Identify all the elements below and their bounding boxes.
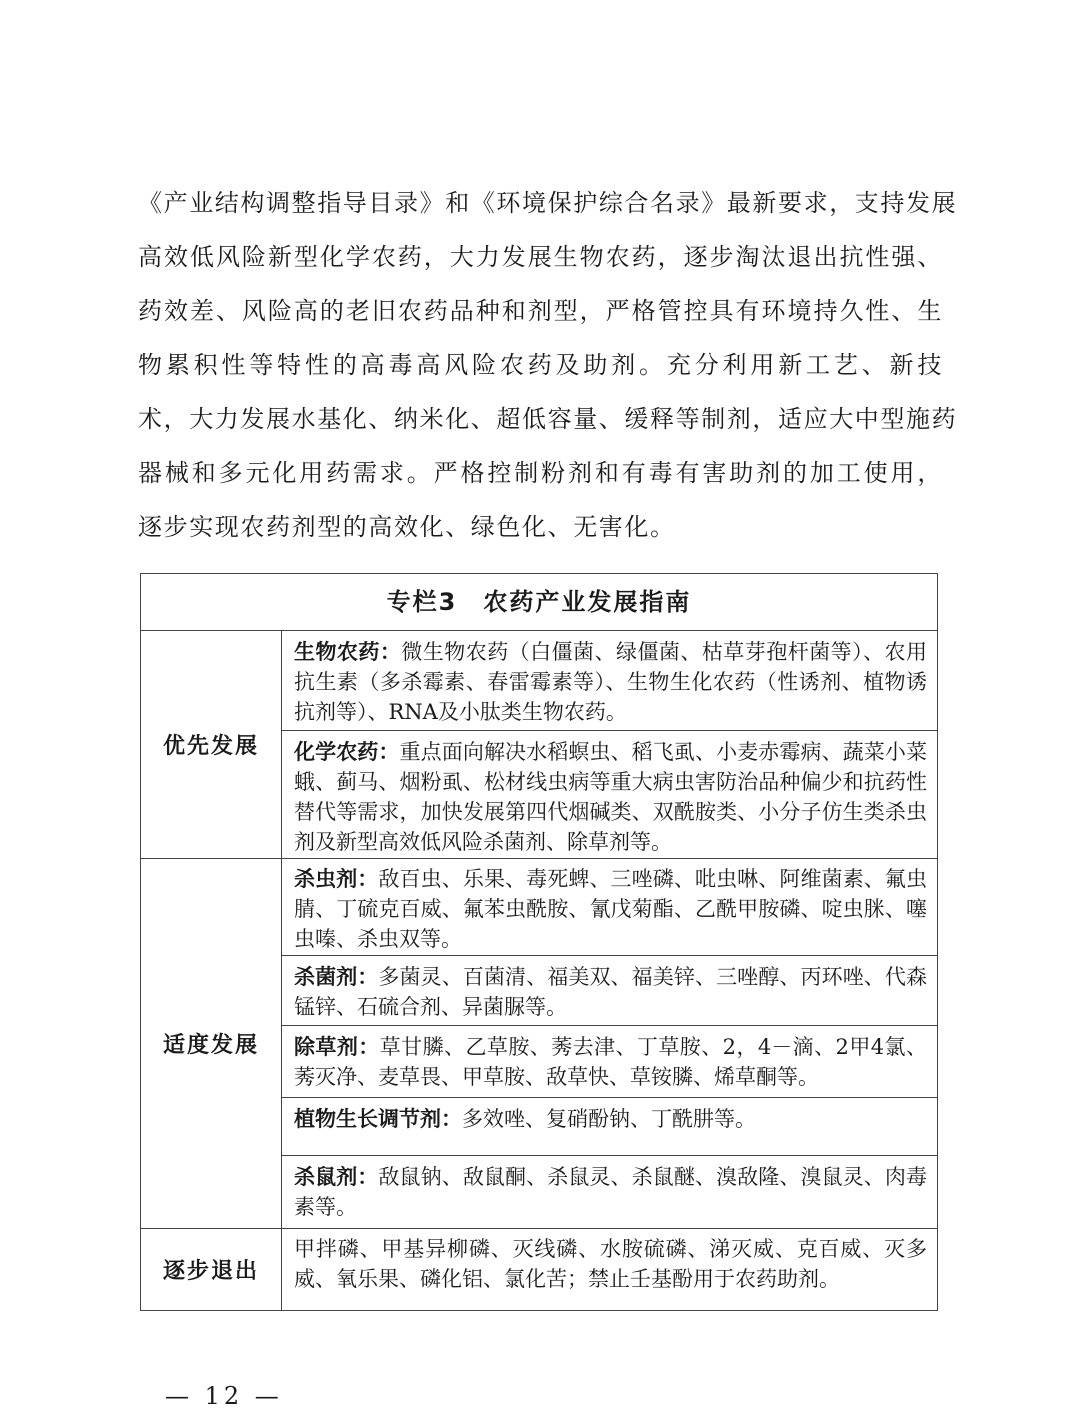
category-text: 多效唑、复硝酚钠、丁酰肼等。: [462, 1107, 756, 1131]
category-heading: 化学农药：: [294, 740, 400, 764]
paragraph-line: 术，大力发展水基化、纳米化、超低容量、缓释等制剂，适应大中型施药: [138, 405, 958, 433]
category-cell: [282, 858, 937, 956]
category-text: 重点面向解决水稻螟虫、稻飞虱、小麦赤霉病、蔬菜小菜蛾、蓟马、烟粉虱、松材线虫病等重大病虫害防治品种偏少和抗药性替代等需求，加快发展第四代烟碱类、双酰胺类、小分子仿生类杀虫剂及新型高效低风险杀菌剂、除草剂等。: [294, 740, 928, 854]
paragraph-line: 物累积性等特性的高毒高风险农药及助剂。充分利用新工艺、新技: [138, 351, 943, 379]
section-label: 适度发展: [141, 858, 282, 1228]
category-text: 敌百虫、乐果、毒死蜱、三唑磷、吡虫啉、阿维菌素、氟虫腈、丁硫克百威、氟苯虫酰胺、氰戊菊酯、乙酰甲胺磷、啶虫脒、噻虫嗪、杀虫双等。: [294, 867, 928, 951]
section-phase-out: [141, 1228, 937, 1311]
paragraph-line: 逐步实现农药剂型的高效化、绿色化、无害化。: [138, 513, 676, 541]
section-moderate: [141, 858, 937, 1229]
category-cell: [282, 631, 937, 731]
category-heading: 生物农药：: [294, 640, 402, 664]
category-heading: 植物生长调节剂：: [294, 1107, 462, 1131]
category-text: 甲拌磷、甲基异柳磷、灭线磷、水胺硫磷、涕灭威、克百威、灭多威、氧乐果、磷化铝、氯化苦；禁止壬基酚用于农药助剂。: [294, 1237, 927, 1291]
guide-box: [140, 573, 938, 1311]
category-heading: 杀虫剂：: [294, 867, 379, 891]
category-text: 多菌灵、百菌清、福美双、福美锌、三唑醇、丙环唑、代森锰锌、石硫合剂、异菌脲等。: [294, 965, 928, 1019]
category-heading: 除草剂：: [294, 1035, 380, 1059]
body-paragraph: [138, 176, 958, 554]
category-text: 敌鼠钠、敌鼠酮、杀鼠灵、杀鼠醚、溴敌隆、溴鼠灵、肉毒素等。: [294, 1165, 928, 1219]
paragraph-line: 《产业结构调整指导目录》和《环境保护综合名录》最新要求，支持发展: [138, 189, 958, 217]
category-text: 草甘膦、乙草胺、莠去津、丁草胺、2，4－滴、2甲4氯、莠灭净、麦草畏、甲草胺、敌草快、草铵膦、烯草酮等。: [294, 1035, 927, 1089]
category-cell: [282, 1228, 937, 1311]
section-label: 逐步退出: [141, 1228, 282, 1311]
page-number: — 12 —: [165, 1382, 283, 1410]
category-heading: 杀鼠剂：: [294, 1165, 379, 1189]
paragraph-line: 器械和多元化用药需求。严格控制粉剂和有毒有害助剂的加工使用，: [138, 459, 943, 487]
category-cell: [282, 1098, 937, 1156]
category-cell: [282, 1026, 937, 1098]
section-label: 优先发展: [141, 631, 282, 858]
section-priority: [141, 631, 937, 859]
paragraph-line: 药效差、风险高的老旧农药品种和剂型，严格管控具有环境持久性、生: [138, 297, 943, 325]
section-body: [282, 631, 937, 858]
category-cell: [282, 1156, 937, 1228]
section-body: [282, 1228, 937, 1311]
category-heading: 杀菌剂：: [294, 965, 379, 989]
category-cell: [282, 731, 937, 858]
section-body: [282, 858, 937, 1228]
category-cell: [282, 956, 937, 1026]
category-text: 微生物农药（白僵菌、绿僵菌、枯草芽孢杆菌等）、农用抗生素（多杀霉素、春雷霉素等）、生物生化农药（性诱剂、植物诱抗剂等）、RNA及小肽类生物农药。: [294, 640, 927, 724]
paragraph-line: 高效低风险新型化学农药，大力发展生物农药，逐步淘汰退出抗性强、: [138, 243, 943, 271]
guide-table: [141, 631, 937, 1311]
box-title: 专栏3 农药产业发展指南: [141, 574, 937, 631]
